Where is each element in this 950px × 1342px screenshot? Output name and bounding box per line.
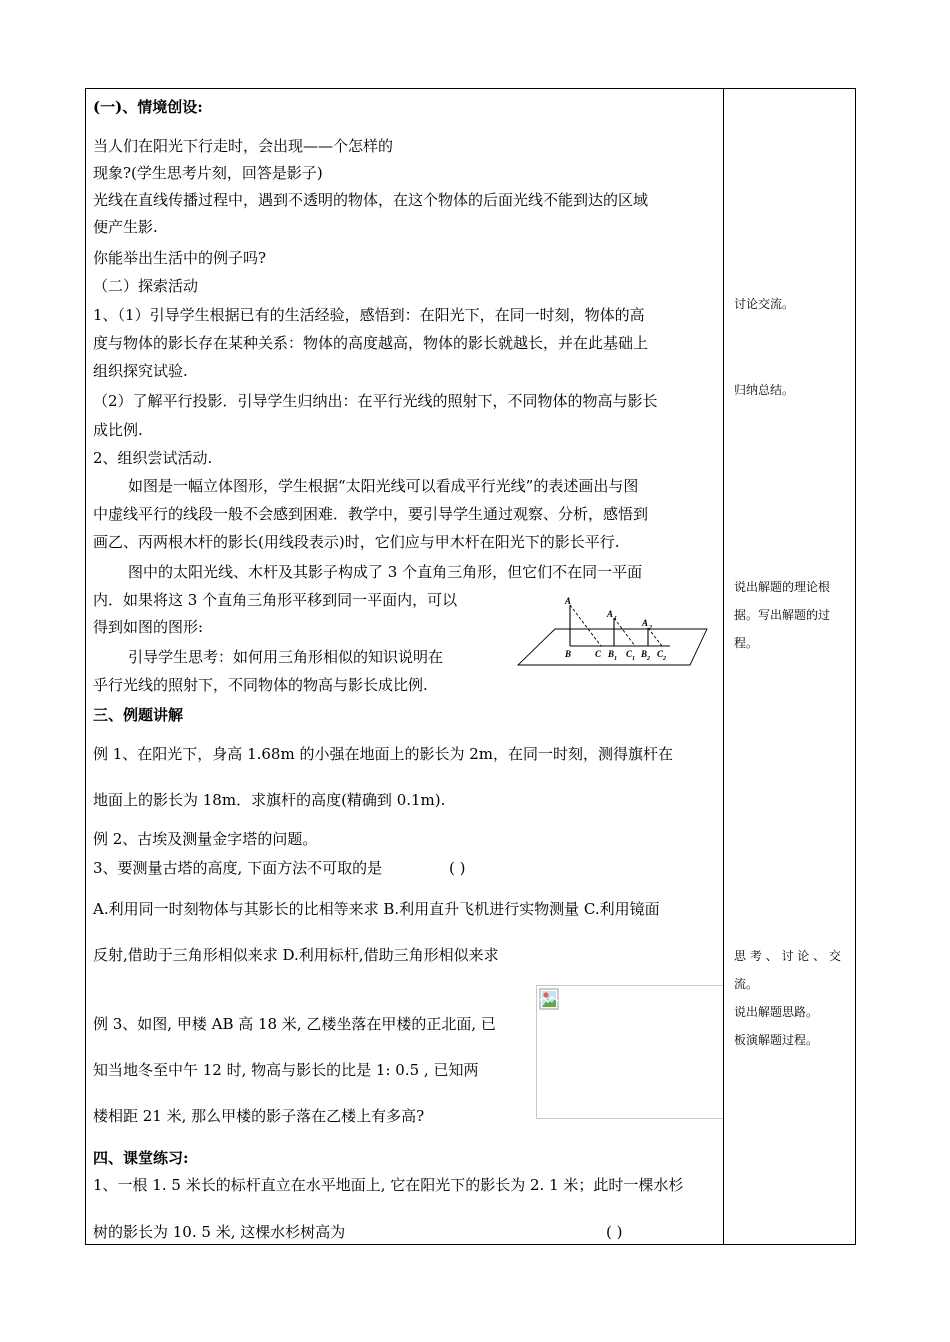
practice-1-line: 1、一根 1. 5 米长的标杆直立在水平地面上, 它在阳光下的影长为 2. 1 米；此时一棵水杉 <box>93 1176 684 1194</box>
label-a2-sub: 2 <box>649 625 652 631</box>
paragraph: 度与物体的影长存在某种关系：物体的高度越高，物体的影长就越长，并在此基础上 <box>93 334 649 352</box>
paragraph: 图中的太阳光线、木杆及其影子构成了 3 个直角三角形，但它们不在同一平面 <box>128 563 643 581</box>
label-a1: A <box>607 609 614 619</box>
parallel-projection-figure <box>510 592 710 670</box>
side-note: 说出解题的理论根 <box>734 580 831 594</box>
answer-blank: ( ) <box>606 1223 623 1241</box>
paragraph: 得到如图的图形: <box>93 618 204 636</box>
label-b1: B <box>608 649 615 659</box>
ray-a <box>570 605 601 646</box>
label-b1-sub: 1 <box>614 656 617 662</box>
question-3-options: 反射,借助于三角形相似来求 D.利用标杆,借助三角形相似来求 <box>93 946 499 964</box>
question-3-options: A.利用同一时刻物体与其影长的比相等来求 B.利用直升飞机进行实物测量 C.利用镜面 <box>93 900 660 918</box>
side-note: 据。写出解题的过 <box>734 608 831 622</box>
broken-image-icon <box>539 988 559 1010</box>
side-note: 思 考 、 讨 论 、 交 <box>734 949 841 963</box>
example-1-line: 例 1、在阳光下，身高 1.68m 的小强在地面上的影长为 2m，在同一时刻，测得旗杆在 <box>93 745 674 763</box>
paragraph: 内．如果将这 3 个直角三角形平移到同一平面内，可以 <box>93 591 458 609</box>
paragraph: 你能举出生活中的例子吗? <box>93 249 267 267</box>
paragraph: 引导学生思考：如何用三角形相似的知识说明在 <box>128 648 444 666</box>
label-c: C <box>595 649 602 659</box>
label-a2: A <box>642 618 649 628</box>
ray-a1 <box>614 618 635 646</box>
label-c2-sub: 2 <box>663 656 666 662</box>
paragraph: 2、组织尝试活动. <box>93 449 213 467</box>
example-3-figure-placeholder <box>536 985 723 1119</box>
ground-plane <box>518 629 707 665</box>
paragraph: 中虚线平行的线段一般不会感到困难．教学中，要引导学生通过观察、分析，感悟到 <box>93 505 649 523</box>
paragraph: 1、（1）引导学生根据已有的生活经验，感悟到：在阳光下，在同一时刻，物体的高 <box>93 306 645 324</box>
paragraph: （2）了解平行投影．引导学生归纳出：在平行光线的照射下，不同物体的物高与影长 <box>93 392 658 410</box>
section-heading-examples: 三、例题讲解 <box>93 706 184 724</box>
label-c1: C <box>626 649 633 659</box>
paragraph: 成比例. <box>93 421 143 439</box>
question-3: 3、要测量古塔的高度, 下面方法不可取的是 <box>93 859 383 877</box>
example-3-line: 楼相距 21 米, 那么甲楼的影子落在乙楼上有多高? <box>93 1107 425 1125</box>
label-b: B <box>565 649 572 659</box>
paragraph: 画乙、丙两根木杆的影长(用线段表示)时，它们应与甲木杆在阳光下的影长平行. <box>93 533 620 551</box>
side-note: 讨论交流。 <box>734 297 795 311</box>
section-heading-scenario: (一)、情境创设: <box>93 98 203 116</box>
example-2: 例 2、古埃及测量金字塔的问题。 <box>93 830 318 848</box>
paragraph: 当人们在阳光下行走时，会出现——个怎样的 <box>93 137 394 155</box>
side-note: 程。 <box>734 636 759 650</box>
paragraph: 乎行光线的照射下，不同物体的物高与影长成比例. <box>93 676 428 694</box>
paragraph: 如图是一幅立体图形，学生根据“太阳光线可以看成平行光线”的表述画出与图 <box>128 477 639 495</box>
side-note: 说出解题思路。 <box>734 1005 819 1019</box>
paragraph: 组织探究试验. <box>93 362 188 380</box>
example-3-line: 知当地冬至中午 12 时, 物高与影长的比是 1: 0.5 , 已知两 <box>93 1061 479 1079</box>
side-note: 流。 <box>734 977 759 991</box>
practice-1-line: 树的影长为 10. 5 米, 这棵水杉树高为 <box>93 1223 346 1241</box>
side-note: 板演解题过程。 <box>734 1033 819 1047</box>
paragraph: 光线在直线传播过程中，遇到不透明的物体，在这个物体的后面光线不能到达的区域 <box>93 191 649 209</box>
example-1-line: 地面上的影长为 18m．求旗杆的高度(精确到 0.1m). <box>93 791 446 809</box>
answer-blank: ( ) <box>449 859 466 877</box>
example-3-line: 例 3、如图, 甲楼 AB 高 18 米, 乙楼坐落在甲楼的正北面, 已 <box>93 1015 496 1033</box>
label-c2: C <box>657 649 664 659</box>
section-heading-explore: （二）探索活动 <box>93 277 199 295</box>
section-heading-practice: 四、课堂练习: <box>93 1149 189 1167</box>
paragraph: 现象?(学生思考片刻，回答是影子) <box>93 164 323 182</box>
label-c1-sub: 1 <box>632 656 635 662</box>
side-note: 归纳总结。 <box>734 383 795 397</box>
label-b2-sub: 2 <box>647 656 650 662</box>
column-divider <box>723 88 724 1245</box>
label-b2: B <box>641 649 648 659</box>
label-a1-sub: 1 <box>614 616 617 622</box>
paragraph: 便产生影. <box>93 218 158 236</box>
label-a: A <box>565 596 572 606</box>
